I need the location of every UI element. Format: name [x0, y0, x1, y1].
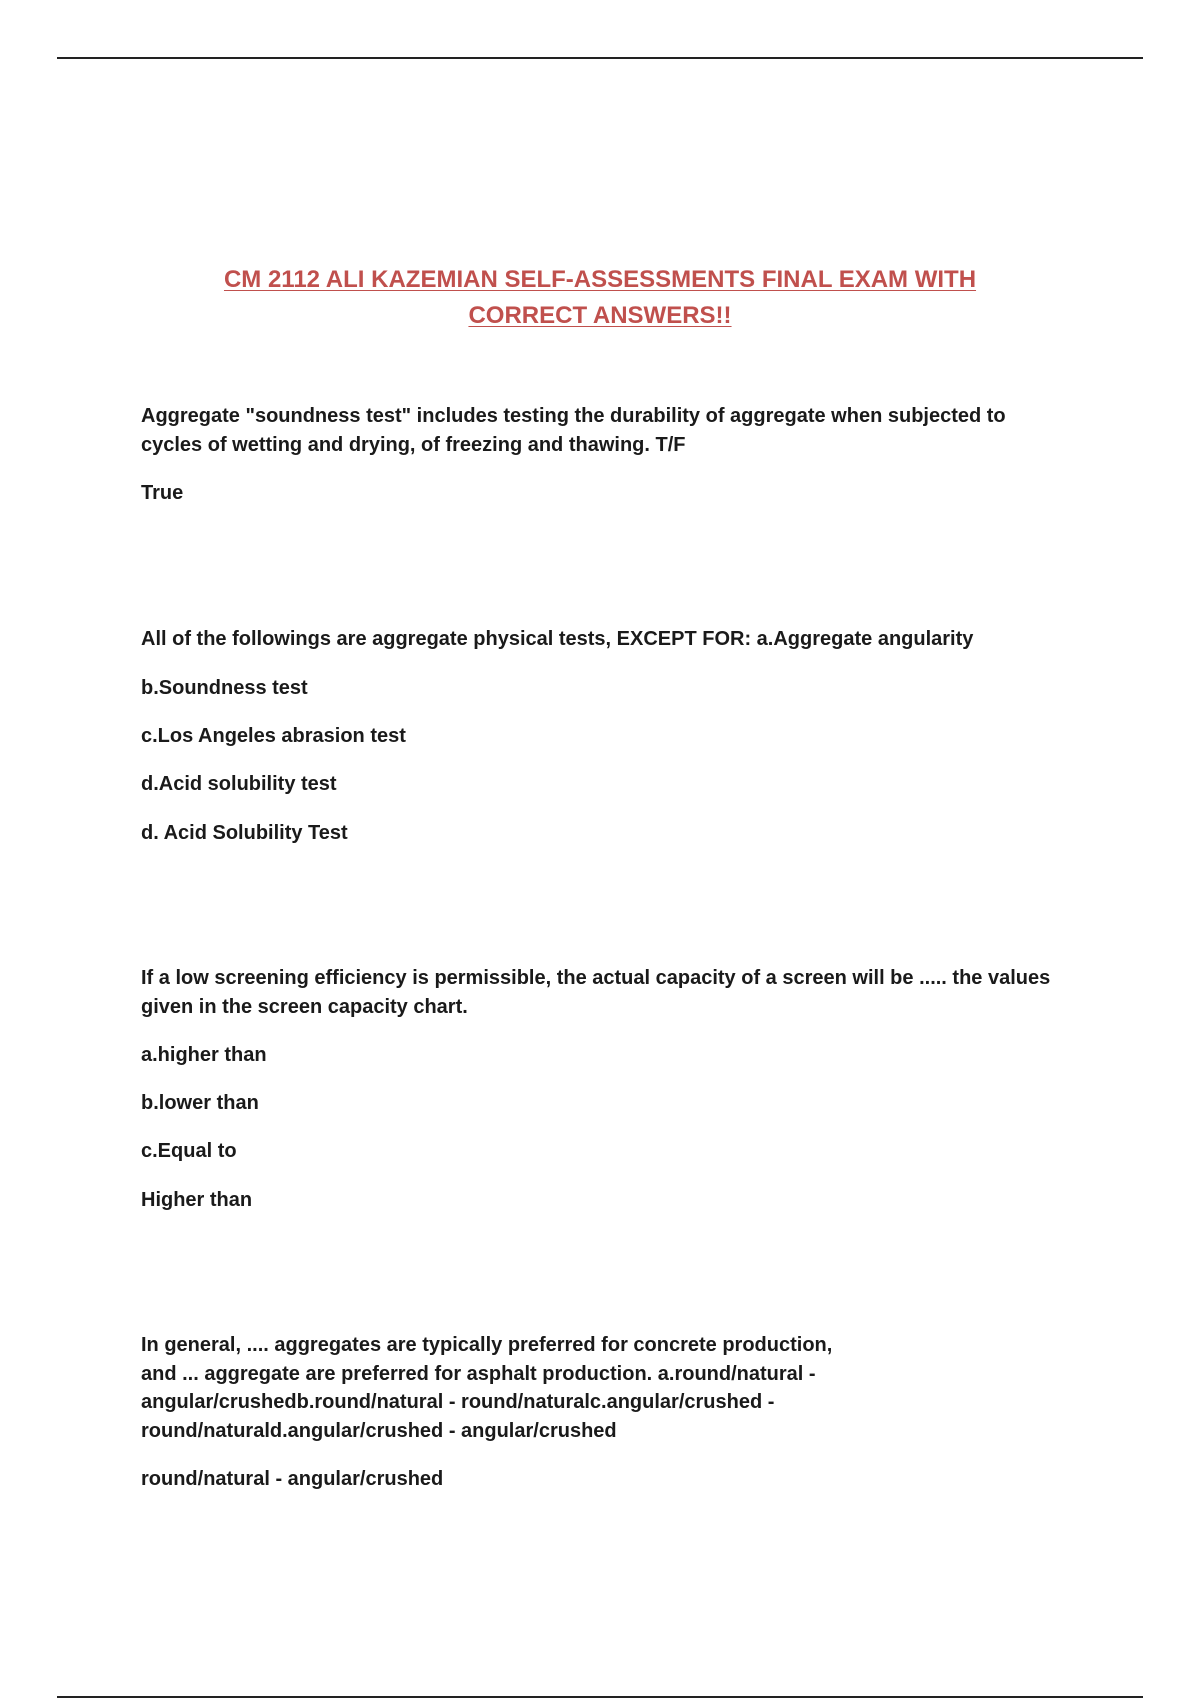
question-3-text: If a low screening efficiency is permissible, the actual capacity of a screen will be ..... the values given in the screen capacity chart. — [141, 967, 1051, 1018]
question-2-text: All of the followings are aggregate physical tests, EXCEPT FOR: a.Aggregate angularity — [141, 628, 974, 650]
question-3-option-a: a.higher than — [141, 1044, 267, 1066]
question-3-option-b: b.lower than — [141, 1092, 259, 1114]
question-1-answer: True — [141, 482, 184, 504]
question-2-option-d: d.Acid solubility test — [141, 773, 337, 795]
header-rule — [57, 57, 1143, 59]
question-1-text: Aggregate "soundness test" includes testing the durability of aggregate when subjected to cycles of wetting and drying, of freezing and thawing. T/F — [141, 405, 1006, 456]
question-3-answer: Higher than — [141, 1189, 253, 1211]
question-2-answer: d. Acid Solubility Test — [141, 822, 348, 844]
question-2-option-b: b.Soundness test — [141, 677, 308, 699]
footer-rule — [57, 1696, 1143, 1698]
question-4-text: In general, .... aggregates are typically preferred for concrete production, and ... aggregate are preferred for asphalt production. a.round/natural - angular/crushedb.round/natural - round/naturalc.angular/crushed - round/naturald.angular/crushed - angular/crushed — [141, 1334, 833, 1442]
question-3-option-c: c.Equal to — [141, 1140, 237, 1162]
document-title — [100, 262, 1100, 334]
question-4-answer: round/natural - angular/crushed — [141, 1468, 444, 1490]
question-2-option-c: c.Los Angeles abrasion test — [141, 725, 406, 747]
title-line-2: CORRECT ANSWERS!! — [468, 302, 732, 329]
title-line-1: CM 2112 ALI KAZEMIAN SELF-ASSESSMENTS FINAL EXAM WITH — [223, 266, 977, 293]
